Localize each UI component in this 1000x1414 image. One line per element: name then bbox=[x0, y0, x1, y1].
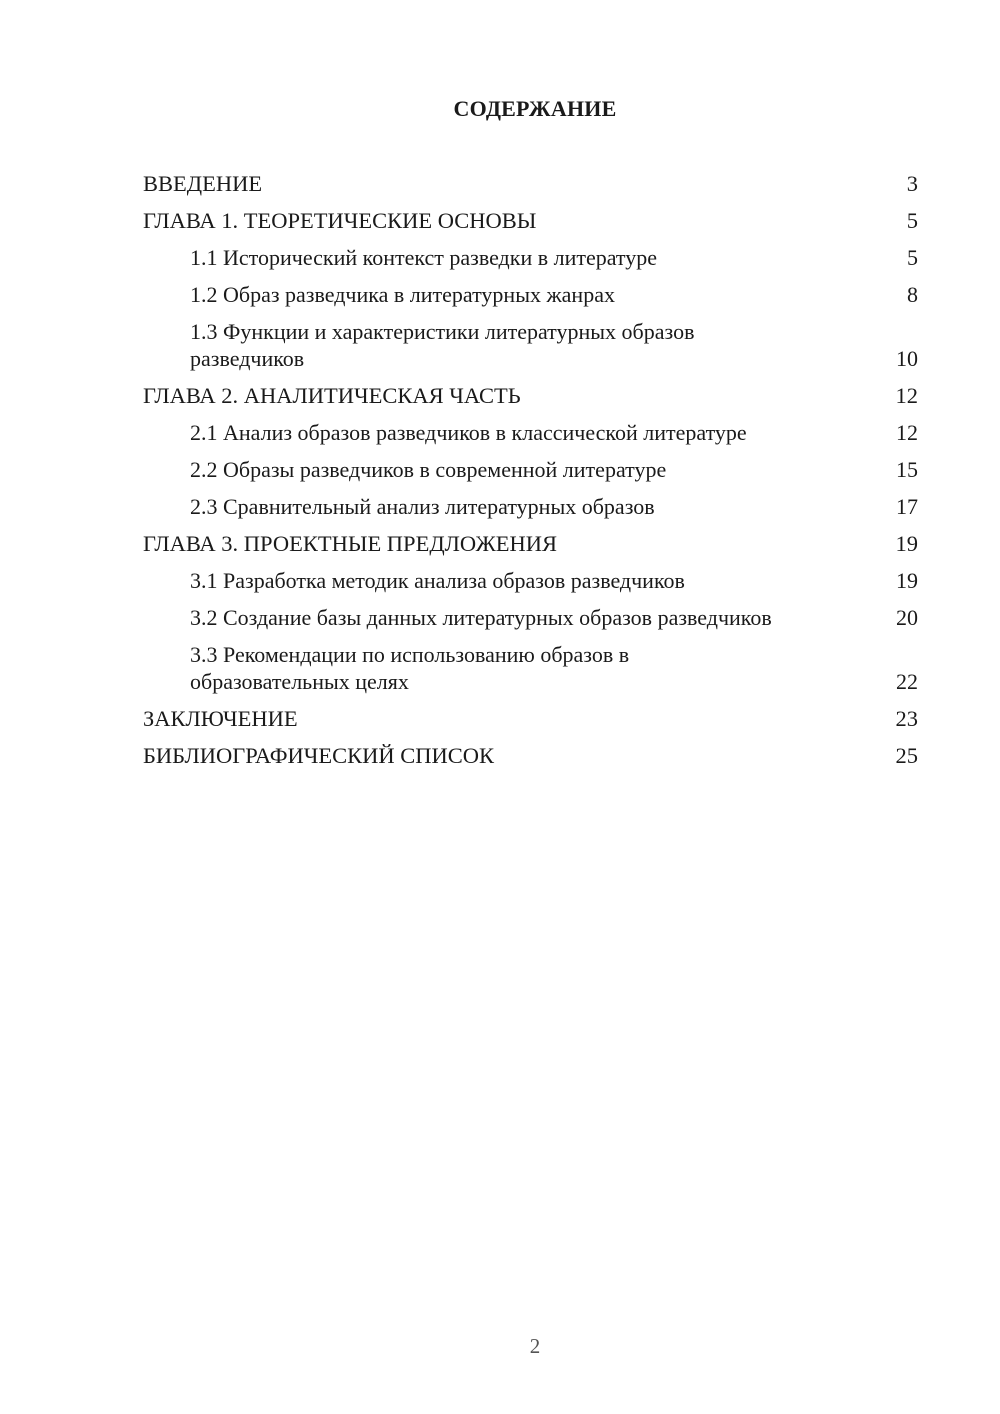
toc-subitem bbox=[143, 493, 918, 520]
toc-item-page: 5 bbox=[906, 208, 918, 233]
toc-item-label: 1.3 Функции и характеристики литературных образов разведчиков bbox=[190, 319, 695, 371]
toc-item-page: 15 bbox=[896, 457, 918, 482]
table-of-contents bbox=[143, 170, 918, 779]
toc-item-label: 2.3 Сравнительный анализ литературных образов bbox=[190, 494, 655, 519]
toc-item-label: 1.1 Исторический контекст разведки в литературе bbox=[190, 245, 658, 270]
toc-item-page: 17 bbox=[896, 494, 918, 519]
page-number: 2 bbox=[529, 1334, 541, 1358]
toc-subitem bbox=[143, 641, 918, 695]
toc-item bbox=[143, 530, 918, 557]
toc-item bbox=[143, 382, 918, 409]
toc-item bbox=[143, 742, 918, 769]
toc-item-label: 1.2 Образ разведчика в литературных жанрах bbox=[190, 282, 615, 307]
toc-item-page: 25 bbox=[895, 743, 918, 768]
toc-item-label: БИБЛИОГРАФИЧЕСКИЙ СПИСОК bbox=[143, 743, 495, 768]
toc-item-label: 2.1 Анализ образов разведчиков в классической литературе bbox=[190, 420, 747, 445]
toc-item-page: 22 bbox=[896, 669, 918, 694]
toc-item bbox=[143, 207, 918, 234]
toc-item-label: ЗАКЛЮЧЕНИЕ bbox=[143, 706, 298, 731]
toc-subitem bbox=[143, 604, 918, 631]
toc-item-label: ГЛАВА 1. ТЕОРЕТИЧЕСКИЕ ОСНОВЫ bbox=[143, 208, 537, 233]
toc-item-page: 8 bbox=[907, 282, 918, 307]
toc-item-page: 10 bbox=[896, 346, 918, 371]
toc-subitem bbox=[143, 318, 918, 372]
toc-subitem bbox=[143, 419, 918, 446]
toc-subitem bbox=[143, 456, 918, 483]
toc-item bbox=[143, 705, 918, 732]
toc-subitem bbox=[143, 281, 918, 308]
toc-item bbox=[143, 170, 918, 197]
toc-item-page: 19 bbox=[896, 568, 918, 593]
toc-subitem bbox=[143, 567, 918, 594]
toc-item-page: 12 bbox=[896, 420, 918, 445]
toc-item-label: 3.1 Разработка методик анализа образов разведчиков bbox=[190, 568, 685, 593]
toc-item-label: 2.2 Образы разведчиков в современной литературе bbox=[190, 457, 667, 482]
toc-item-label: 3.3 Рекомендации по использованию образов в образовательных целях bbox=[190, 642, 630, 694]
toc-item-label: ВВЕДЕНИЕ bbox=[143, 171, 263, 196]
toc-subitem bbox=[143, 244, 918, 271]
page-title: СОДЕРЖАНИЕ bbox=[453, 96, 617, 121]
toc-item-page: 19 bbox=[895, 531, 918, 556]
toc-item-page: 23 bbox=[895, 706, 918, 731]
toc-item-label: ГЛАВА 2. АНАЛИТИЧЕСКАЯ ЧАСТЬ bbox=[143, 383, 521, 408]
toc-item-label: 3.2 Создание базы данных литературных образов разведчиков bbox=[190, 605, 772, 630]
toc-item-page: 3 bbox=[906, 171, 918, 196]
toc-item-label: ГЛАВА 3. ПРОЕКТНЫЕ ПРЕДЛОЖЕНИЯ bbox=[143, 531, 558, 556]
toc-item-page: 12 bbox=[895, 383, 918, 408]
toc-item-page: 20 bbox=[896, 605, 918, 630]
toc-item-page: 5 bbox=[907, 245, 918, 270]
